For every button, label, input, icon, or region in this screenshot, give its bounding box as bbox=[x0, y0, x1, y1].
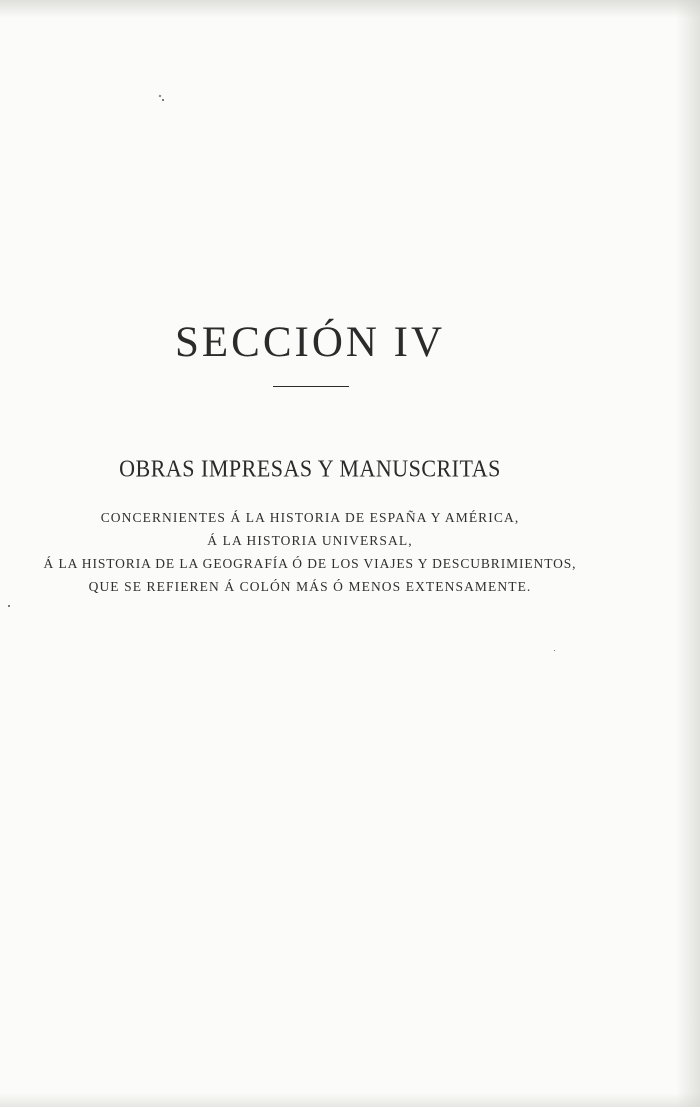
scan-speck bbox=[8, 605, 10, 607]
scan-speck bbox=[159, 95, 162, 98]
scan-shadow-bottom bbox=[0, 1093, 700, 1107]
scan-speck bbox=[554, 650, 555, 651]
description-line-2: Á LA HISTORIA UNIVERSAL, bbox=[207, 533, 413, 548]
scan-speck bbox=[162, 99, 164, 101]
title-divider bbox=[273, 386, 349, 387]
section-title: SECCIÓN IV bbox=[174, 319, 446, 366]
scan-shadow-right bbox=[676, 0, 700, 1107]
description-line-1: CONCERNIENTES Á LA HISTORIA DE ESPAÑA Y AMÉRICA, bbox=[100, 510, 520, 525]
description-line-3: Á LA HISTORIA DE LA GEOGRAFÍA Ó DE LOS VIAJES Y DESCUBRIMIENTOS, bbox=[43, 556, 577, 571]
description-line-4: QUE SE REFIEREN Á COLÓN MÁS Ó MENOS EXTENSAMENTE. bbox=[88, 579, 532, 594]
scan-shadow-top bbox=[0, 0, 700, 18]
section-subtitle: OBRAS IMPRESAS Y MANUSCRITAS bbox=[119, 454, 501, 483]
